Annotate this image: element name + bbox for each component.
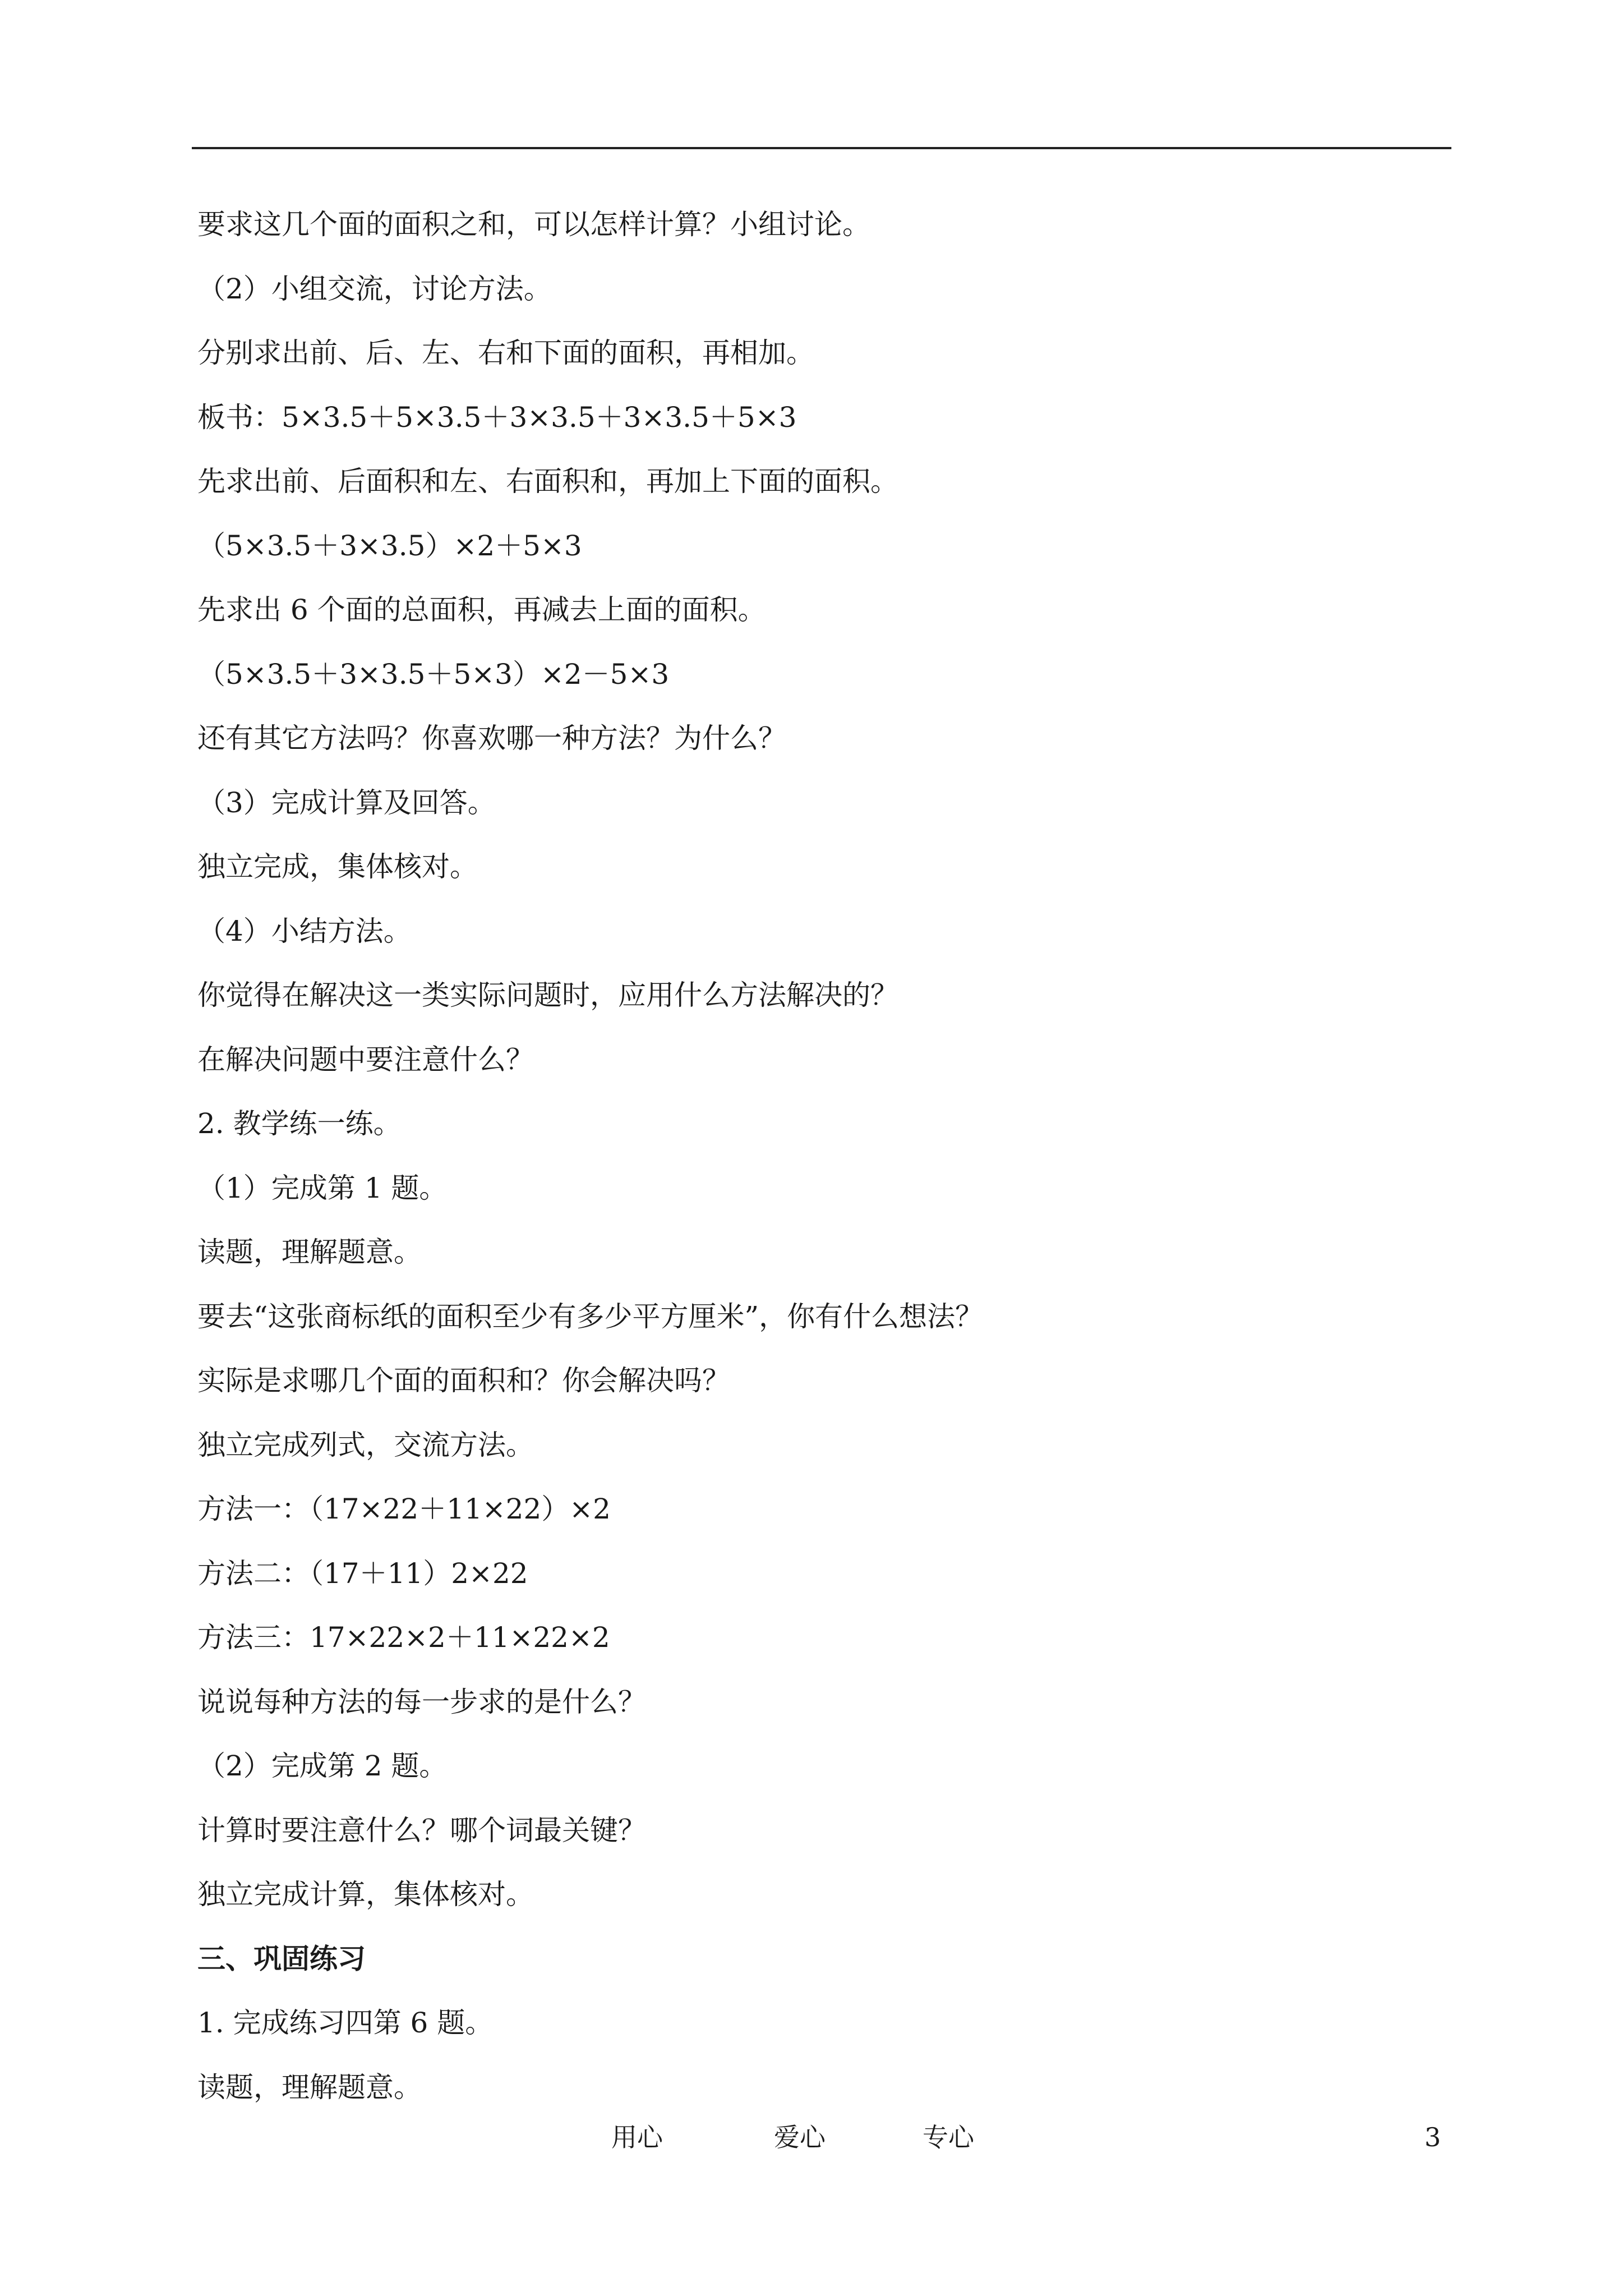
text-line: （2）完成第 2 题。 (197, 1750, 448, 1782)
page-number: 3 (1424, 2122, 1441, 2152)
text-line: 你觉得在解决这一类实际问题时，应用什么方法解决的？ (197, 979, 898, 1011)
text-line: 分别求出前、后、左、右和下面的面积，再相加。 (197, 337, 814, 369)
text-line: 实际是求哪几个面的面积和？你会解决吗？ (197, 1364, 730, 1397)
footer-motto-3: 专心 (923, 2122, 974, 2152)
text-line: 板书：5×3.5＋5×3.5＋3×3.5＋3×3.5＋5×3 (197, 401, 797, 434)
text-line: 说说每种方法的每一步求的是什么？ (197, 1685, 646, 1718)
text-line: （3）完成计算及回答。 (197, 786, 496, 819)
text-line: 独立完成列式，交流方法。 (197, 1428, 534, 1461)
footer-motto-1: 用心 (611, 2122, 663, 2152)
footer-motto-2: 爱心 (774, 2122, 826, 2152)
text-line: （5×3.5＋3×3.5＋5×3）×2－5×3 (197, 657, 670, 691)
text-line: 2. 教学练一练。 (197, 1107, 402, 1140)
text-line: 方法三：17×22×2＋11×22×2 (197, 1621, 610, 1654)
document-body (197, 202, 1448, 2129)
text-line: 在解决问题中要注意什么？ (197, 1043, 534, 1076)
text-line: （2）小组交流，讨论方法。 (197, 272, 552, 305)
text-line: 先求出前、后面积和左、右面积和，再加上下面的面积。 (197, 465, 898, 498)
text-line: 1. 完成练习四第 6 题。 (197, 2007, 494, 2039)
text-line: 先求出 6 个面的总面积，再减去上面的面积。 (197, 593, 766, 626)
text-line: 读题，理解题意。 (197, 2070, 422, 2104)
text-line: （1）完成第 1 题。 (197, 1171, 448, 1204)
text-line: （4）小结方法。 (197, 914, 412, 947)
text-line: 计算时要注意什么？哪个词最关键？ (197, 1814, 646, 1847)
text-line: 独立完成计算，集体核对。 (197, 1878, 534, 1911)
text-line: 方法二：（17＋11）2×22 (197, 1557, 528, 1590)
section-heading: 三、巩固练习 (197, 1941, 366, 1975)
text-line: （5×3.5＋3×3.5）×2＋5×3 (197, 529, 582, 562)
header-rule (192, 147, 1451, 149)
text-line: 独立完成，集体核对。 (197, 850, 478, 883)
text-line: 要求这几个面的面积之和，可以怎样计算？小组讨论。 (197, 208, 870, 241)
text-line: 读题，理解题意。 (197, 1236, 422, 1268)
text-line: 还有其它方法吗？你喜欢哪一种方法？为什么？ (197, 722, 786, 754)
text-line: 要去“这张商标纸的面积至少有多少平方厘米”，你有什么想法？ (197, 1300, 984, 1333)
text-line: 方法一：（17×22＋11×22）×2 (197, 1493, 611, 1525)
